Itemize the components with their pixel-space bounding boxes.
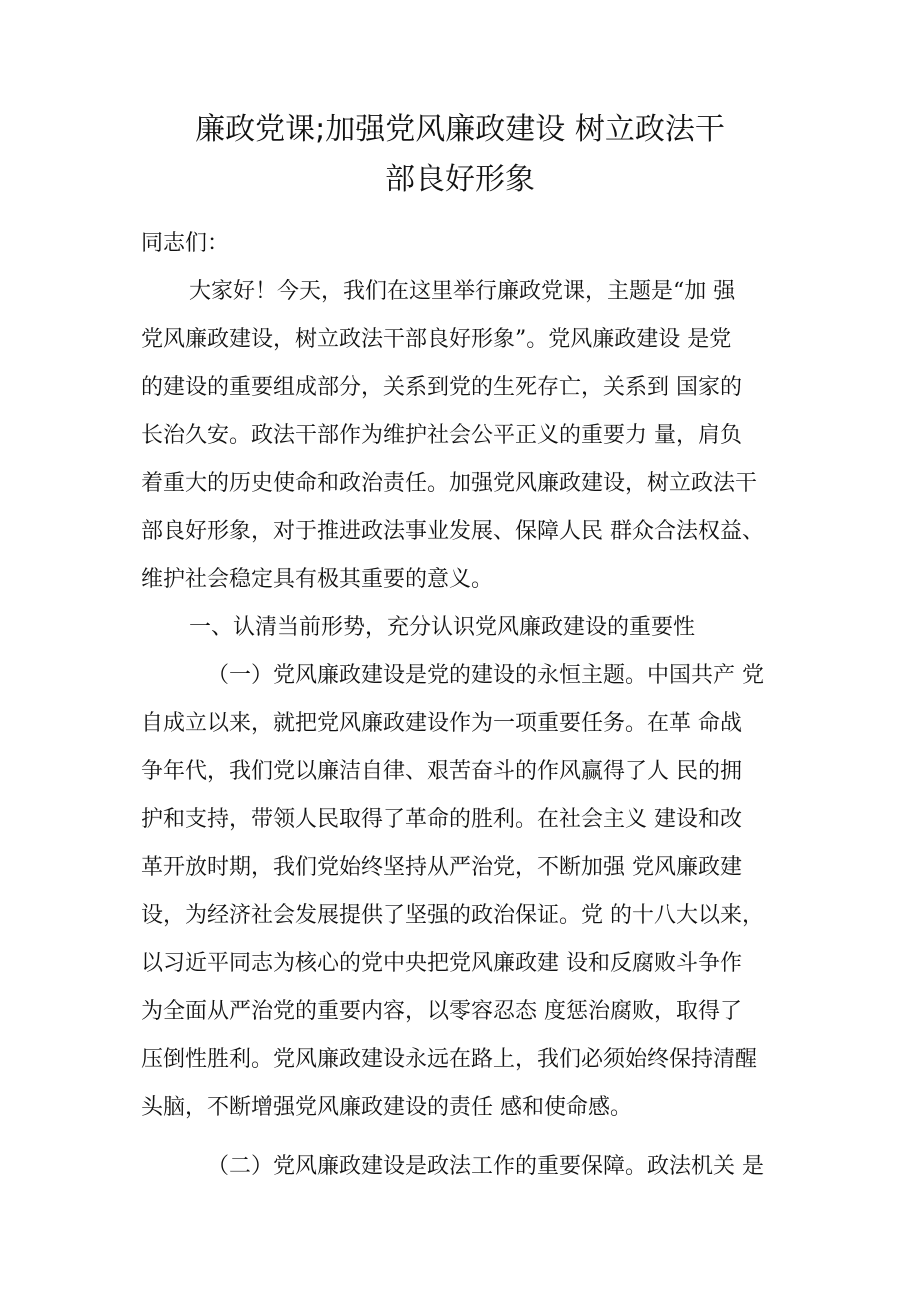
paragraph-line: 头脑，不断增强党风廉政建设的责任 感和使命感。 xyxy=(141,1095,632,1120)
salutation: 同志们： xyxy=(141,231,230,256)
paragraph-line: 压倒性胜利。党风廉政建设永远在路上，我们必须始终保持清醒 xyxy=(141,1047,758,1072)
paragraph-line: 护和支持，带领人民取得了革命的胜利。在社会主义 建设和改 xyxy=(141,807,742,832)
paragraph-line: 长治久安。政法干部作为维护社会公平正义的重要力 量，肩负 xyxy=(141,423,742,448)
paragraph-line: 大家好！今天，我们在这里举行廉政党课，主题是“加 强 xyxy=(189,279,736,304)
paragraph-line: （一）党风廉政建设是党的建设的永恒主题。中国共产 党 xyxy=(207,663,764,688)
paragraph-line: （二）党风廉政建设是政法工作的重要保障。政法机关 是 xyxy=(207,1154,764,1179)
paragraph-line: 以习近平同志为核心的党中央把党风廉政建 设和反腐败斗争作 xyxy=(141,951,742,976)
paragraph-line: 部良好形象，对于推进政法事业发展、保障人民 群众合法权益、 xyxy=(141,519,764,544)
section-heading: 一、认清当前形势，充分认识党风廉政建设的重要性 xyxy=(189,615,696,640)
paragraph-line: 党风廉政建设，树立政法干部良好形象”。党风廉政建设 是党 xyxy=(141,327,732,352)
document-title-line-1: 廉政党课;加强党风廉政建设 树立政法干 xyxy=(195,112,725,147)
paragraph-line: 着重大的历史使命和政治责任。加强党风廉政建设，树立政法干 xyxy=(141,471,758,496)
paragraph-line: 革开放时期，我们党始终坚持从严治党，不断加强 党风廉政建 xyxy=(141,855,742,880)
paragraph-line: 设，为经济社会发展提供了坚强的政治保证。党 的十八大以来， xyxy=(141,903,764,928)
paragraph-line: 为全面从严治党的重要内容，以零容忍态 度惩治腐败，取得了 xyxy=(141,999,742,1024)
paragraph-line: 自成立以来，就把党风廉政建设作为一项重要任务。在革 命战 xyxy=(141,711,742,736)
paragraph-line: 维护社会稳定具有极其重要的意义。 xyxy=(141,567,494,592)
paragraph-line: 的建设的重要组成部分，关系到党的生死存亡，关系到 国家的 xyxy=(141,375,742,400)
paragraph-line: 争年代，我们党以廉洁自律、艰苦奋斗的作风赢得了人 民的拥 xyxy=(141,759,742,784)
document-title-line-2: 部良好形象 xyxy=(385,162,535,197)
